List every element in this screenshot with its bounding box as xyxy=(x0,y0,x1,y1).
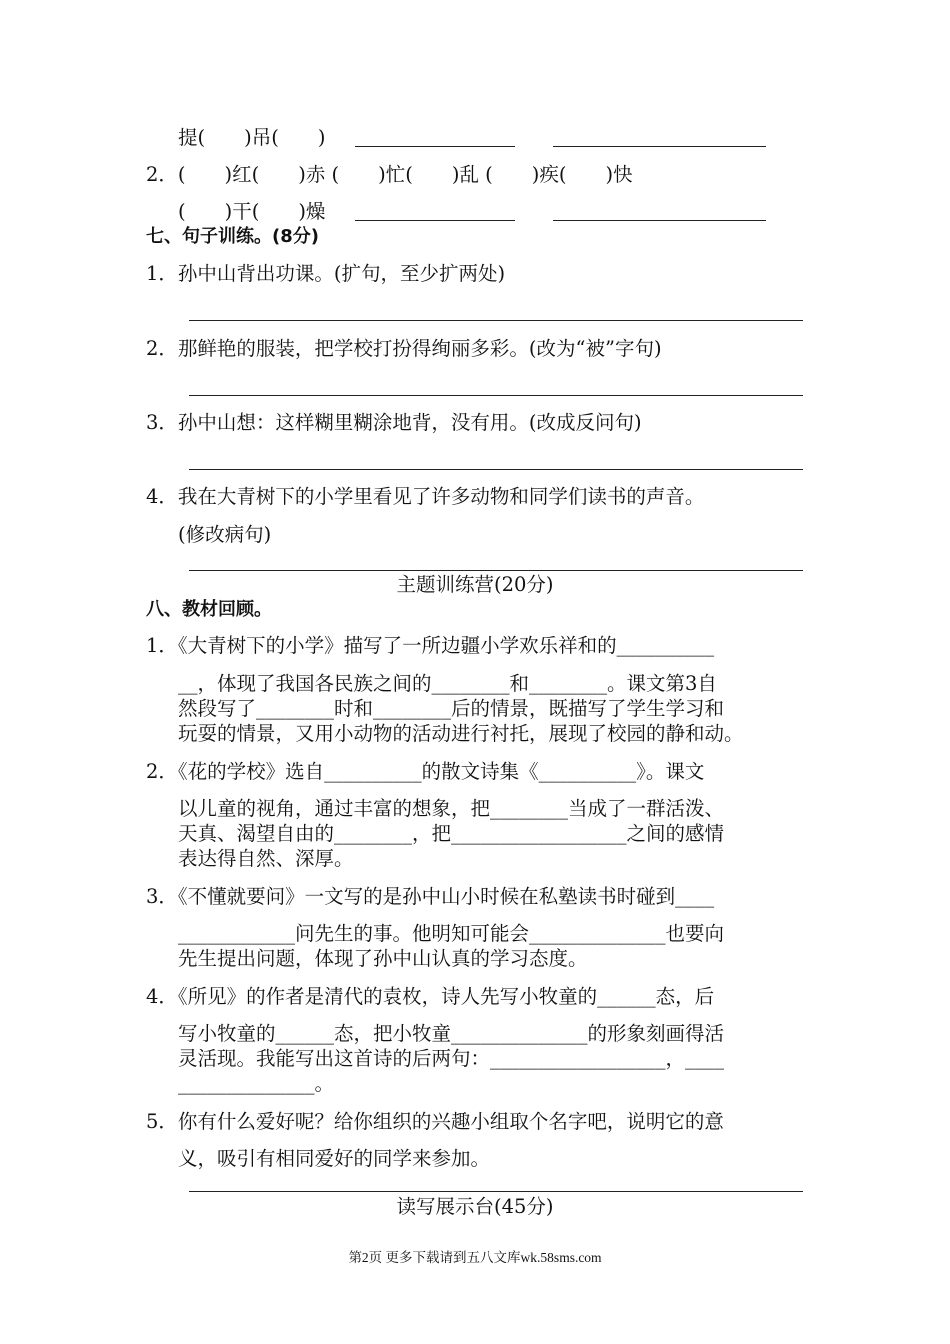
question-8-5-line-1: 5．你有什么爱好呢？给你组织的兴趣小组取个名字吧，说明它的意 xyxy=(146,1110,724,1133)
answer-blank[interactable] xyxy=(355,220,515,221)
question-7-3: 3．孙中山想：这样糊里糊涂地背，没有用。(改成反问句) xyxy=(146,411,642,434)
question-7-4-line-1: 4．我在大青树下的小学里看见了许多动物和同学们读书的声音。 xyxy=(146,485,705,508)
section-7-title: 七、句子训练。(8分) xyxy=(146,226,319,247)
question-8-2-line-1: 2．《花的学校》选自__________的散文诗集《__________》。课文 xyxy=(146,760,705,783)
question-8-1-line-3: 然段写了________时和________后的情景，既描写了学生学习和 xyxy=(178,697,725,720)
question-8-3-line-3: 先生提出问题，体现了孙中山认真的学习态度。 xyxy=(178,947,588,970)
question-8-4-line-4: ______________。 xyxy=(178,1072,335,1095)
answer-blank[interactable] xyxy=(553,146,766,147)
question-8-1-line-1: 1．《大青树下的小学》描写了一所边疆小学欢乐祥和的__________ xyxy=(146,634,715,657)
question-8-5-line-2: 义，吸引有相同爱好的同学来参加。 xyxy=(178,1147,491,1170)
answer-blank[interactable] xyxy=(553,220,766,221)
answer-line[interactable] xyxy=(189,395,803,396)
question-8-4-line-1: 4．《所见》的作者是清代的袁枚，诗人先写小牧童的______态，后 xyxy=(146,985,715,1008)
question-7-1: 1．孙中山背出功课。(扩句，至少扩两处) xyxy=(146,262,506,285)
answer-line[interactable] xyxy=(189,1191,803,1192)
read-write-heading: 读写展示台(45分) xyxy=(396,1195,554,1218)
page-footer: 第2页 更多下载请到五八文库wk.58sms.com xyxy=(348,1250,602,1265)
word-fill-line-1: 提( )吊( ) xyxy=(178,126,326,149)
question-8-2-line-3: 天真、渴望自由的________，把__________________之间的感情 xyxy=(178,822,725,845)
question-8-3-line-2: ____________问先生的事。他明知可能会______________也要向 xyxy=(178,922,725,945)
question-7-2: 2．那鲜艳的服装，把学校打扮得绚丽多彩。(改为“被”字句) xyxy=(146,337,662,360)
question-8-4-line-2: 写小牧童的______态，把小牧童______________的形象刻画得活 xyxy=(178,1022,725,1045)
question-8-2-line-4: 表达得自然、深厚。 xyxy=(178,847,354,870)
answer-blank[interactable] xyxy=(355,146,515,147)
answer-line[interactable] xyxy=(189,320,803,321)
question-8-1-line-2: __，体现了我国各民族之间的________和________。课文第3自 xyxy=(178,672,717,695)
section-8-title: 八、教材回顾。 xyxy=(146,599,272,620)
question-8-1-line-4: 玩耍的情景，又用小动物的活动进行衬托，展现了校园的静和动。 xyxy=(178,722,744,745)
question-7-4-line-2: (修改病句) xyxy=(178,523,272,546)
question-8-4-line-3: 灵活现。我能写出这首诗的后两句：__________________，____ xyxy=(178,1047,725,1070)
question-8-3-line-1: 3．《不懂就要问》一文写的是孙中山小时候在私塾读书时碰到____ xyxy=(146,885,715,908)
question-6-2-line-1: 2．( )红( )赤 ( )忙( )乱 ( )疾( )快 xyxy=(146,163,633,186)
answer-line[interactable] xyxy=(189,469,803,470)
answer-line[interactable] xyxy=(189,570,803,571)
theme-camp-heading: 主题训练营(20分) xyxy=(396,573,554,596)
question-8-2-line-2: 以儿童的视角，通过丰富的想象，把________当成了一群活泼、 xyxy=(178,797,725,820)
question-6-2-line-2: ( )干( )燥 xyxy=(178,200,326,223)
